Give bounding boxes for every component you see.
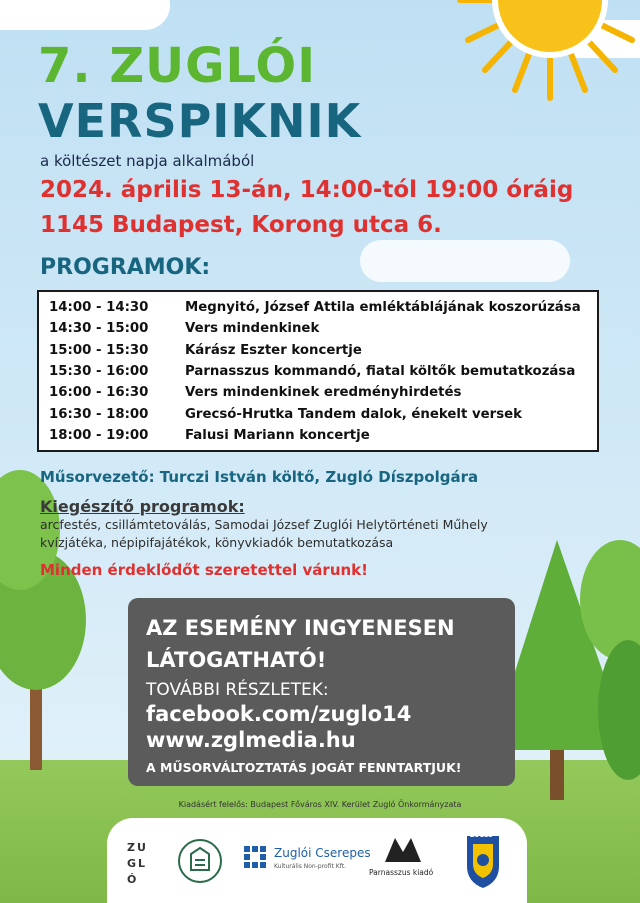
cloud [0, 0, 170, 30]
schedule-time: 16:00 - 16:30 [49, 385, 149, 401]
parnasszus-mark-icon [383, 834, 423, 864]
title-line-2: VERSPIKNIK [38, 94, 362, 148]
title-line-1: 7. ZUGLÓI [38, 38, 317, 94]
subtitle: a költészet napja alkalmából [40, 152, 255, 170]
schedule-event: Parnasszus kommandó, fiatal költők bemutatkozása [185, 364, 576, 380]
welcome-line: Minden érdeklődőt szeretettel várunk! [40, 561, 368, 579]
free-entry-line-1: AZ ESEMÉNY INGYENESEN [146, 616, 455, 640]
info-box [128, 598, 515, 786]
cserepes-mark-icon [242, 844, 268, 870]
schedule-event: Kárász Eszter koncertje [185, 342, 362, 358]
parnasszus-name: Parnasszus kiadó [369, 868, 434, 877]
tree-right-icon [500, 520, 640, 800]
publisher-line: Kiadásért felelős: Budapest Főváros XIV. Kerület Zugló Önkormányzata [178, 800, 462, 809]
event-address: 1145 Budapest, Korong utca 6. [40, 212, 442, 238]
schedule-table [37, 290, 599, 452]
schedule-row [49, 403, 589, 424]
cloud [360, 240, 570, 282]
schedule-time: 15:00 - 15:30 [49, 342, 149, 358]
schedule-event: Megnyitó, József Attila emléktáblájának koszorúzása [185, 300, 581, 316]
extra-programs-heading: Kiegészítő programok: [40, 497, 245, 516]
schedule-event: Vers mindenkinek [185, 321, 320, 337]
zuglo-logo [127, 836, 171, 886]
schedule-row [49, 361, 589, 382]
schedule-time: 15:30 - 16:00 [49, 364, 149, 380]
schedule-row [49, 382, 589, 403]
schedule-row [49, 425, 589, 446]
schedule-time: 16:30 - 18:00 [49, 406, 149, 422]
schedule-time: 14:00 - 14:30 [49, 300, 149, 316]
schedule-event: Grecsó-Hrutka Tandem dalok, énekelt versek [185, 406, 522, 422]
schedule-row [49, 297, 589, 318]
schedule-time: 18:00 - 19:00 [49, 427, 149, 443]
cserepes-subtitle: Kulturális Non-profit Kft. [274, 863, 346, 870]
details-label: TOVÁBBI RÉSZLETEK: [146, 680, 329, 700]
host-line: Műsorvezető: Turczi István költő, Zugló Díszpolgára [40, 468, 479, 486]
cserepes-name: Zuglói Cserepes [274, 846, 371, 860]
programs-heading: PROGRAMOK: [40, 255, 211, 280]
schedule-event: Falusi Mariann koncertje [185, 427, 370, 443]
schedule-row [49, 340, 589, 361]
schedule-time: 14:30 - 15:00 [49, 321, 149, 337]
website-link[interactable]: www.zglmedia.hu [146, 728, 356, 752]
logo-bar [107, 818, 527, 903]
zuglo-logo-text: ZUGLÓ [127, 841, 148, 886]
extra-programs-text: kvízjátéka, népipifajátékok, könyvkiadók bemutatkozása [40, 535, 394, 550]
crest-label: ZUGLÓ [470, 832, 493, 839]
schedule-event: Vers mindenkinek eredményhirdetés [185, 385, 462, 401]
library-seal-icon [177, 836, 223, 886]
change-notice: A MŰSORVÁLTOZTATÁS JOGÁT FENNTARTJUK! [146, 760, 462, 775]
extra-programs-text: arcfestés, csillámtetoválás, Samodai József Zuglói Helytörténeti Műhely [40, 517, 488, 532]
sun-icon [440, 0, 640, 110]
event-date: 2024. április 13-án, 14:00-tól 19:00 óráig [40, 177, 574, 203]
schedule-row [49, 318, 589, 339]
facebook-link[interactable]: facebook.com/zuglo14 [146, 702, 412, 726]
zuglo-crest-icon [463, 830, 503, 890]
parnasszus-logo [369, 834, 449, 890]
free-entry-line-2: LÁTOGATHATÓ! [146, 648, 327, 672]
